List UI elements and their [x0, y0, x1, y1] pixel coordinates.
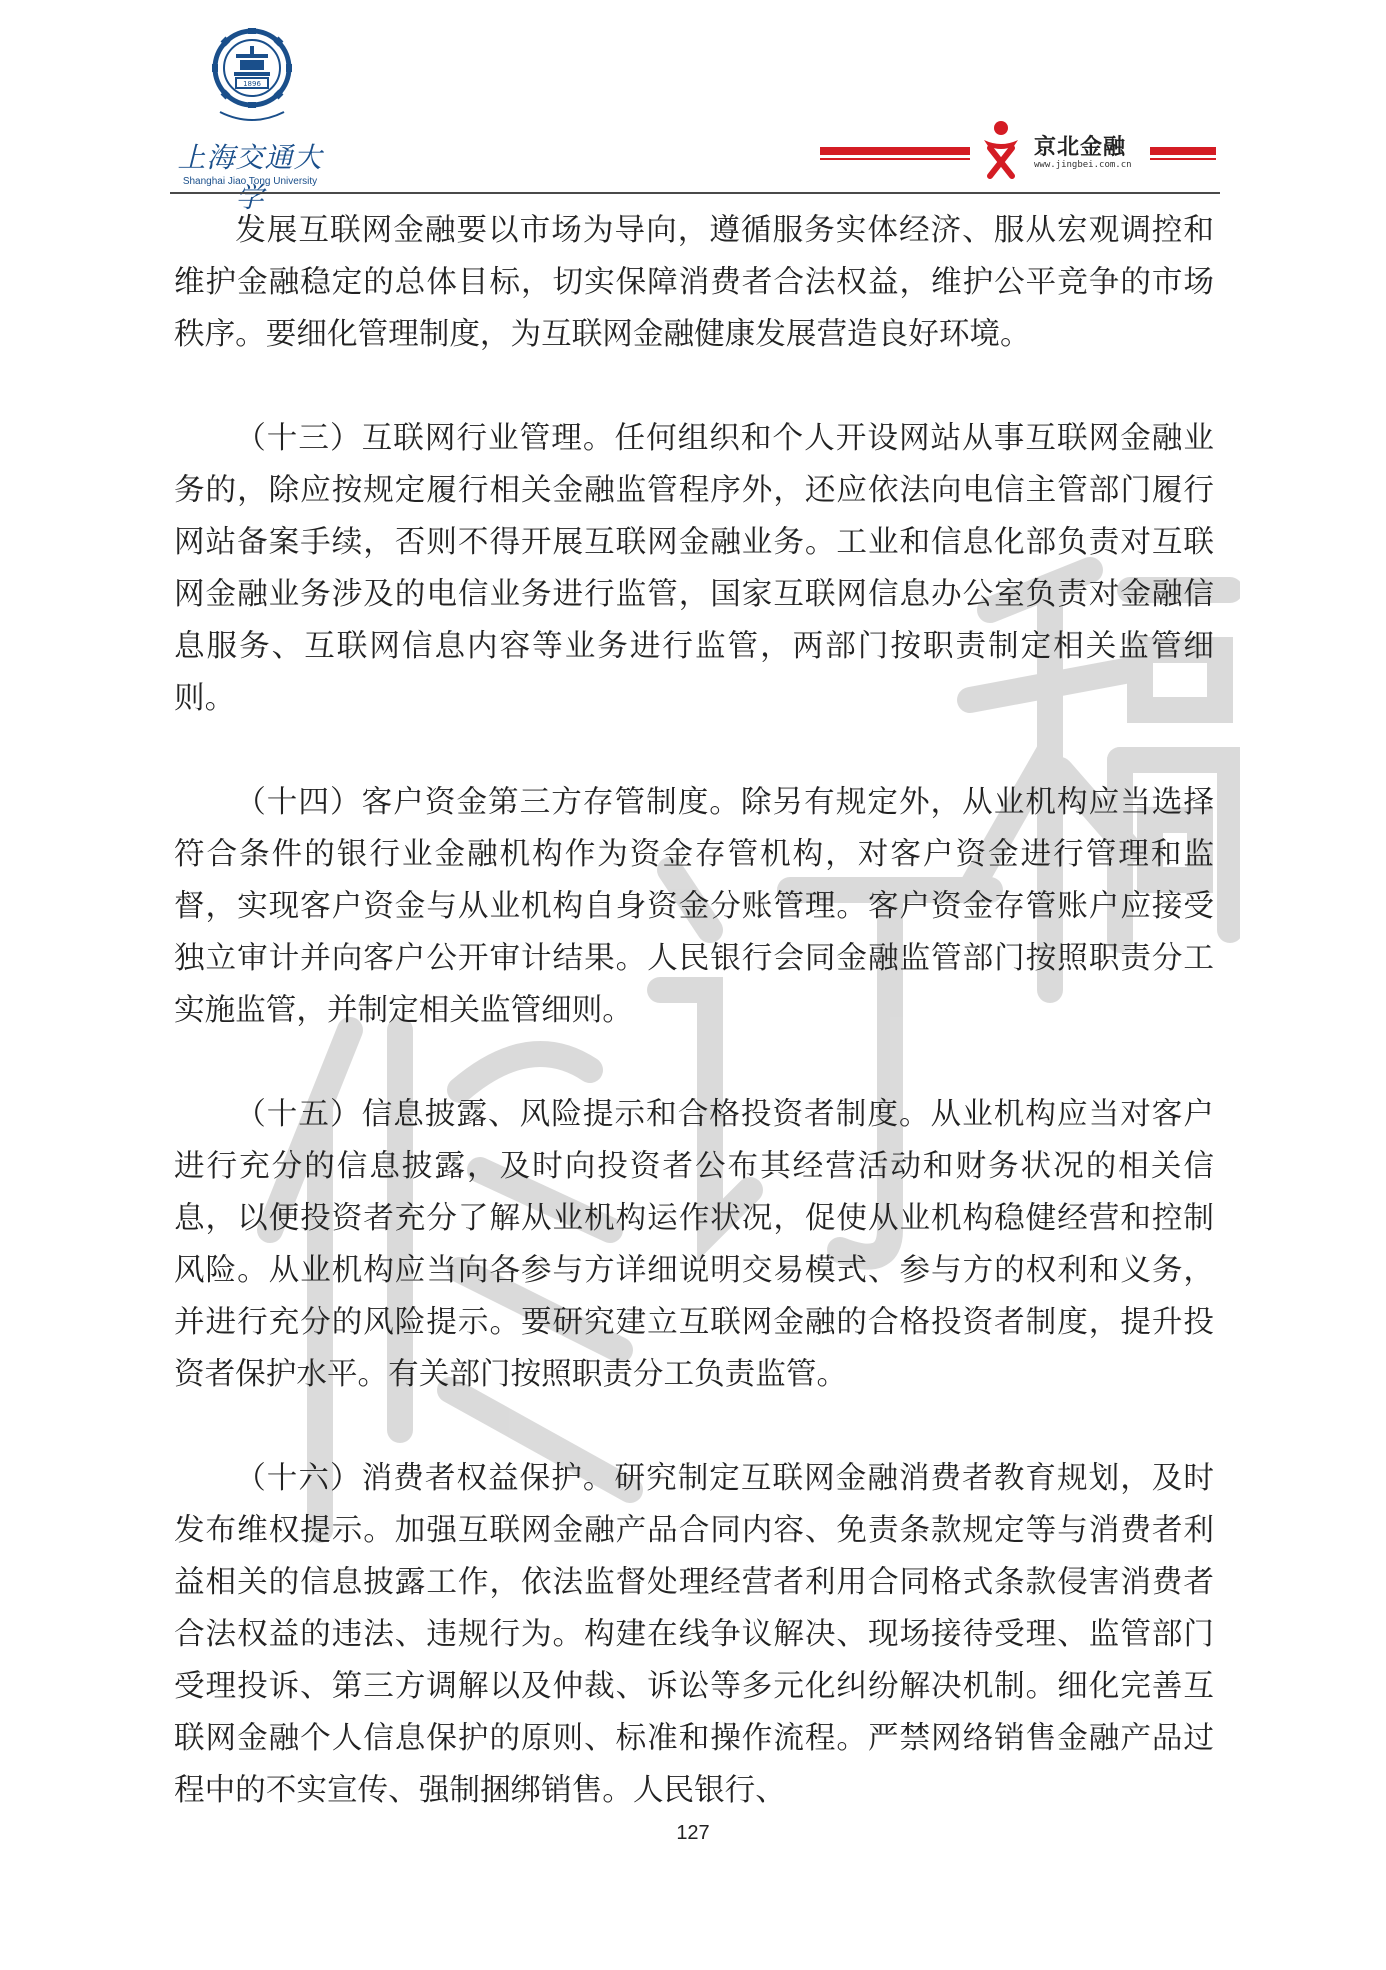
sjtu-logo [170, 28, 330, 214]
jingbei-logo [978, 118, 1148, 188]
header-red-bar-left [820, 147, 970, 155]
university-name-en: Shanghai Jiao Tong University [182, 176, 318, 187]
paragraph-intro: 发展互联网金融要以市场为导向，遵循服务实体经济、服从宏观调控和维护金融稳定的总体目标，切实保障消费者合法权益，维护公平竞争的市场秩序。要细化管理制度，为互联网金融健康发展营造良好环境。 [174, 213, 1214, 352]
document-body [174, 205, 1214, 1817]
header-red-bar-right-thin [1150, 158, 1216, 160]
header-red-bar-left-thin [820, 158, 970, 160]
university-emblem-icon [212, 28, 292, 128]
university-name-cn: 上海交通大学 [177, 141, 323, 214]
paragraph-14: （十四）客户资金第三方存管制度。除另有规定外，从业机构应当选择符合条件的银行业金融机构作为资金存管机构，对客户资金进行管理和监督，实现客户资金与从业机构自身资金分账管理。客户资金存管账户应接受独立审计并向客户公开审计结果。人民银行会同金融监管部门按照职责分工实施监管，并制定相关监管细则。 [174, 785, 1214, 1028]
jingbei-url: www.jingbei.com.cn [1034, 160, 1132, 170]
paragraph-13: （十三）互联网行业管理。任何组织和个人开设网站从事互联网金融业务的，除应按规定履行相关金融监管程序外，还应依法向电信主管部门履行网站备案手续，否则不得开展互联网金融业务。工业和信息化部负责对互联网金融业务涉及的电信业务进行监管，国家互联网信息办公室负责对金融信息服务、互联网信息内容等业务进行监管，两部门按职责制定相关监管细则。 [174, 421, 1214, 716]
jingbei-name: 京北金融 [1034, 135, 1127, 160]
paragraph-16: （十六）消费者权益保护。研究制定互联网金融消费者教育规划，及时发布维权提示。加强互联网金融产品合同内容、免责条款规定等与消费者利益相关的信息披露工作，依法监督处理经营者利用合同格式条款侵害消费者合法权益的违法、违规行为。构建在线争议解决、现场接待受理、监管部门受理投诉、第三方调解以及仲裁、诉讼等多元化纠纷解决机制。细化完善互联网金融个人信息保护的原则、标准和操作流程。严禁网络销售金融产品过程中的不实宣传、强制捆绑销售。人民银行、 [174, 1461, 1214, 1808]
page-number: 127 [676, 1822, 710, 1844]
header-red-bar-right [1150, 147, 1216, 155]
page-header [0, 0, 1386, 214]
paragraph-15: （十五）信息披露、风险提示和合格投资者制度。从业机构应当对客户进行充分的信息披露，及时向投资者公布其经营活动和财务状况的相关信息，以便投资者充分了解从业机构运作状况，促使从业机构稳健经营和控制风险。从业机构应当向各参与方详细说明交易模式、参与方的权利和义务，并进行充分的风险提示。要研究建立互联网金融的合格投资者制度，提升投资者保护水平。有关部门按照职责分工负责监管。 [174, 1097, 1214, 1392]
header-divider [170, 192, 1220, 194]
svg-text:1896: 1896 [243, 80, 261, 88]
jingbei-mark-icon [978, 118, 1024, 180]
